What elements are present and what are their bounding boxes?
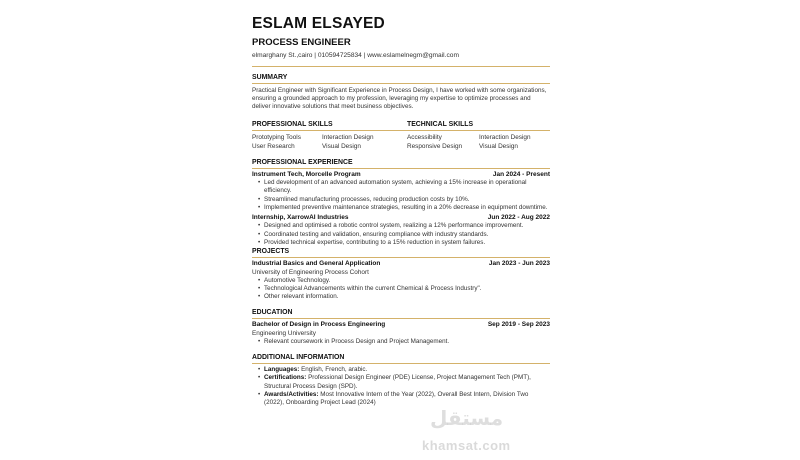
education-dates: Sep 2019 - Sep 2023 — [487, 321, 550, 329]
list-item: • Other relevant information. — [258, 293, 550, 301]
section-divider — [252, 257, 550, 258]
section-divider — [252, 66, 550, 67]
skill-item: Interaction Design — [479, 133, 531, 141]
school: Engineering University — [252, 329, 316, 337]
job-header — [252, 171, 550, 180]
skill-item: Prototyping Tools — [252, 133, 301, 141]
watermark-latin: khamsat.com — [422, 438, 511, 453]
resume-page — [252, 8, 550, 460]
job-bullets — [258, 179, 550, 212]
education-header — [252, 321, 550, 330]
list-item: • Designed and optimised a robotic control system, realizing a 12% performance improvement. — [258, 222, 550, 230]
professional-skills — [252, 114, 407, 152]
summary-title: SUMMARY — [252, 74, 288, 81]
project-dates: Jan 2023 - Jun 2023 — [488, 260, 550, 268]
list-item: • Led development of an advanced automation system, achieving a 15% increase in operational efficiency. — [258, 179, 550, 195]
job-bullets — [258, 222, 550, 247]
list-item: • Technological Advancements within the current Chemical & Process Industry". — [258, 285, 550, 293]
technical-skills — [407, 114, 550, 152]
education-title: EDUCATION — [252, 309, 293, 317]
professional-skills-title: PROFESSIONAL SKILLS — [252, 120, 333, 128]
skill-item: User Research — [252, 143, 295, 151]
info-label: Awards/Activities: — [264, 390, 319, 398]
project-org: University of Engineering Process Cohort — [252, 268, 369, 276]
list-item — [258, 366, 550, 374]
skill-item: Accessibility — [407, 133, 442, 141]
technical-skills-title: TECHNICAL SKILLS — [407, 120, 474, 128]
projects-title: PROJECTS — [252, 248, 290, 256]
resume-role: PROCESS ENGINEER — [252, 37, 351, 48]
info-text: Most Innovative Intern of the Year (2022), Overall Best Intern, Division Two (2022), Onboarding Project Lead (2024) — [264, 390, 529, 407]
list-item — [258, 374, 550, 390]
info-text: English, French, arabic. — [301, 366, 368, 374]
job-role: Instrument Tech, Morcelle Program — [252, 170, 361, 178]
project-name: Industrial Basics and General Application — [252, 260, 381, 268]
skill-item: Visual Design — [322, 143, 361, 151]
resume-name: ESLAM ELSAYED — [252, 15, 385, 32]
technical-skills-grid — [407, 133, 550, 152]
info-label: Certifications: — [264, 374, 307, 382]
list-item: • Relevant coursework in Process Design and Project Management. — [258, 338, 550, 346]
section-divider — [252, 168, 550, 169]
list-item — [258, 391, 550, 407]
list-item: • Coordinated testing and validation, ensuring compliance with industry standards. — [258, 231, 550, 239]
job-role: Internship, XarrowAI Industries — [252, 213, 349, 221]
job-dates: Jun 2022 - Aug 2022 — [487, 213, 550, 221]
section-divider — [252, 318, 550, 319]
section-divider — [252, 130, 407, 131]
list-item: • Provided technical expertise, contributing to a 15% reduction in system failures. — [258, 239, 550, 247]
skill-item: Interaction Design — [322, 133, 374, 141]
additional-title: ADDITIONAL INFORMATION — [252, 354, 345, 362]
summary-text: Practical Engineer with Significant Experience in Process Design, I have worked with some organizations, ensuring a grounded approach to my profession, leveraging my expertise to optimize processes and deliver innovative solutions that meet business objectives. — [252, 87, 547, 111]
skill-item: Responsive Design — [407, 143, 463, 151]
watermark-arabic: مستقل — [430, 408, 504, 430]
info-label: Languages: — [264, 366, 300, 374]
contact-line: elmarghany St.,cairo | 010594725834 | www.eslamelnegm@gmail.com — [252, 52, 459, 59]
education-bullets — [258, 338, 550, 346]
job-dates: Jan 2024 - Present — [492, 170, 550, 178]
project-bullets — [258, 277, 550, 302]
list-item: • Automotive Technology. — [258, 277, 550, 285]
job-header — [252, 214, 550, 223]
skill-item: Visual Design — [479, 143, 518, 151]
project-header — [252, 260, 550, 269]
section-divider — [407, 130, 550, 131]
section-divider — [252, 83, 550, 84]
skills-section — [252, 114, 550, 152]
list-item: • Streamlined manufacturing processes, reducing production costs by 10%. — [258, 196, 550, 204]
section-divider — [252, 363, 550, 364]
experience-title: PROFESSIONAL EXPERIENCE — [252, 158, 353, 166]
professional-skills-grid — [252, 133, 407, 152]
info-text: Professional Design Engineer (PDE) License, Project Management Tech (PMT), Structural Process Design (SPD). — [264, 374, 531, 390]
degree: Bachelor of Design in Process Engineering — [252, 321, 386, 329]
list-item: • Implemented preventive maintenance strategies, resulting in a 20% decrease in equipment downtime. — [258, 204, 550, 212]
additional-list — [258, 366, 550, 407]
